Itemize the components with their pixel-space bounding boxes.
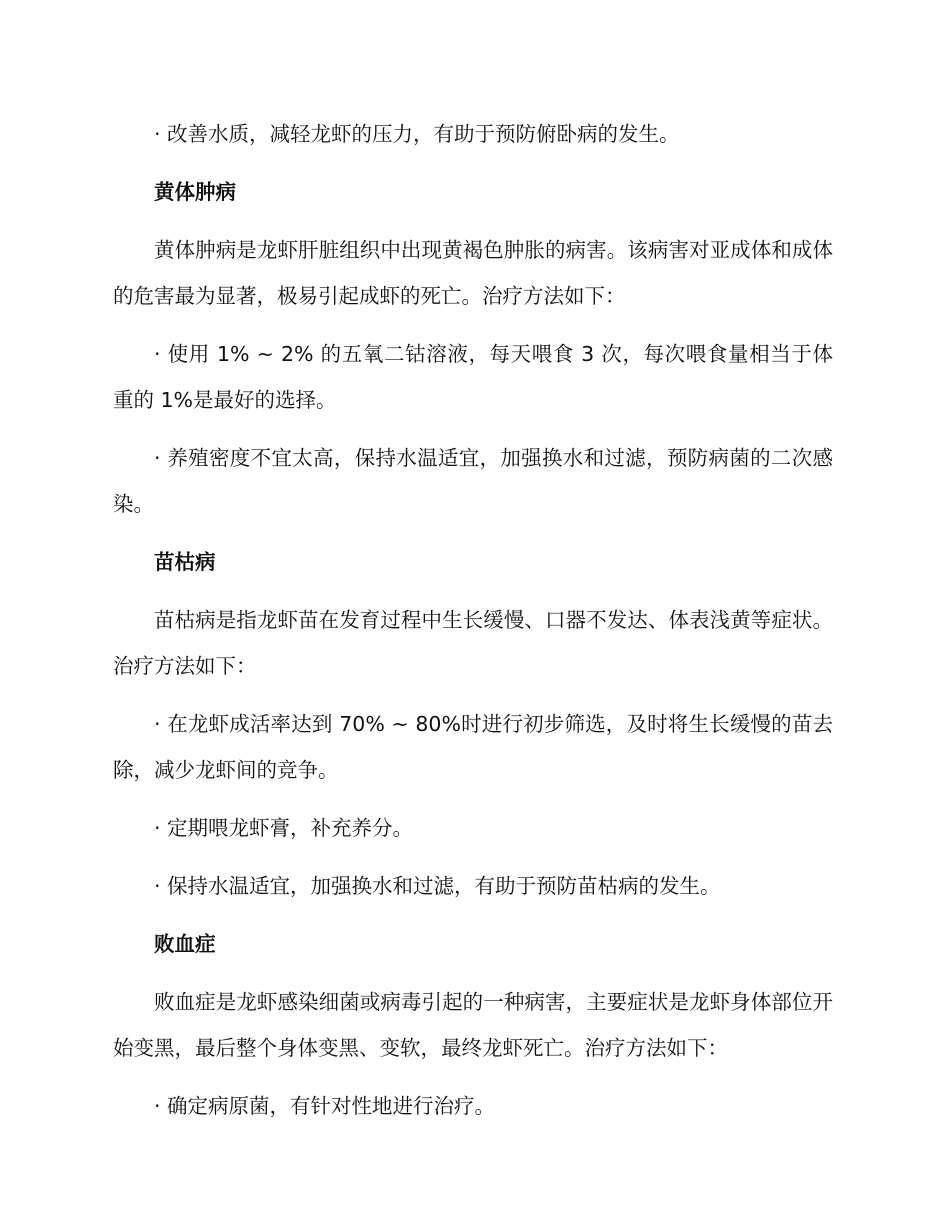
bullet-water-quality: · 改善水质，减轻龙虾的压力，有助于预防俯卧病的发生。	[154, 122, 680, 146]
paragraph-seedling-blight: 苗枯病是指龙虾苗在发育过程中生长缓慢、口器不发达、体表浅黄等症状。治疗方法如下：	[113, 608, 833, 678]
bullet-stocking-density: · 养殖密度不宜太高，保持水温适宜，加强换水和过滤，预防病菌的二次感染。	[113, 446, 833, 516]
heading-yellow-body-swelling: 黄体肿病	[154, 180, 236, 204]
bullet-initial-screening: · 在龙虾成活率达到 70% ~ 80%时进行初步筛选，及时将生长缓慢的苗去除，减少龙虾间的竞争。	[113, 712, 833, 782]
bullet-water-temperature: · 保持水温适宜，加强换水和过滤，有助于预防苗枯病的发生。	[154, 874, 721, 898]
document-page	[113, 111, 833, 1129]
bullet-regular-feeding: · 定期喂龙虾膏，补充养分。	[154, 816, 414, 840]
heading-seedling-blight: 苗枯病	[154, 550, 216, 574]
bullet-solution-feeding: · 使用 1% ~ 2% 的五氧二钴溶液，每天喂食 3 次，每次喂食量相当于体重的 1%是最好的选择。	[113, 342, 833, 412]
bullet-identify-pathogen: · 确定病原菌，有针对性地进行治疗。	[154, 1094, 496, 1118]
heading-septicemia: 败血症	[154, 932, 216, 956]
paragraph-septicemia: 败血症是龙虾感染细菌或病毒引起的一种病害，主要症状是龙虾身体部位开始变黑，最后整个身体变黑、变软，最终龙虾死亡。治疗方法如下：	[113, 990, 833, 1060]
paragraph-yellow-body-swelling: 黄体肿病是龙虾肝脏组织中出现黄褐色肿胀的病害。该病害对亚成体和成体的危害最为显著，极易引起成虾的死亡。治疗方法如下：	[113, 238, 833, 308]
